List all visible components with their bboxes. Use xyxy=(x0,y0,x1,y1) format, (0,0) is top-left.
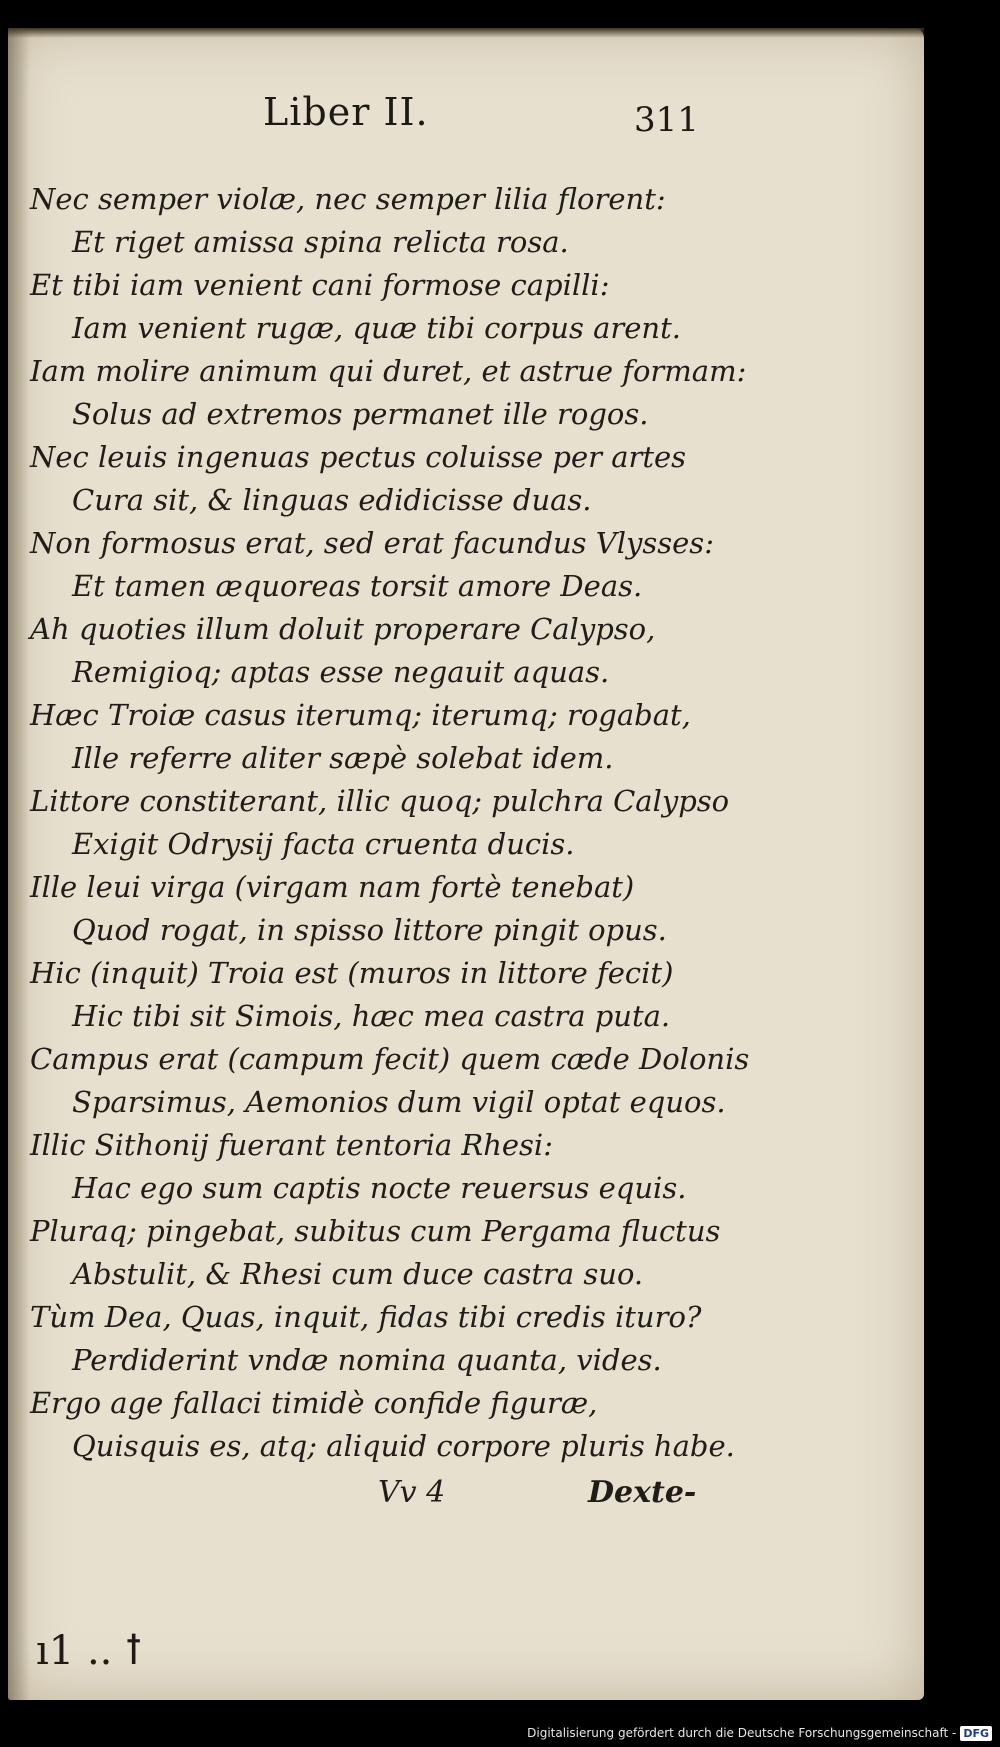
verse-line: Non formosus erat, sed erat facundus Vlysses: xyxy=(30,526,714,560)
verse-line: Exigit Odrysij facta cruenta ducis. xyxy=(72,827,575,861)
verse-line: Littore constiterant, illic quoq; pulchra Calypso xyxy=(30,784,730,818)
signature-mark: Vv 4 xyxy=(378,1475,446,1510)
catchword: Dexte- xyxy=(588,1475,697,1510)
dfg-logo: DFG xyxy=(960,1726,992,1741)
verse-line: Et riget amissa spina relicta rosa. xyxy=(72,225,569,259)
verse-line: Ille referre aliter sæpè solebat idem. xyxy=(72,741,614,775)
verse-line: Hic (inquit) Troia est (muros in littore fecit) xyxy=(30,956,674,990)
verse-line: Nec semper violæ, nec semper lilia florent: xyxy=(30,182,666,216)
bottom-ink-marks: ı1 .. ꝉ xyxy=(36,1628,143,1674)
verse-line: Nec leuis ingenuas pectus coluisse per artes xyxy=(30,440,687,474)
credit-text: Digitalisierung gefördert durch die Deutsche Forschungsgemeinschaft - xyxy=(527,1726,957,1740)
verse-line: Perdiderint vndæ nomina quanta, vides. xyxy=(72,1343,662,1377)
verse-line: Et tamen æquoreas torsit amore Deas. xyxy=(72,569,643,603)
book-page xyxy=(8,28,924,1700)
verse-line: Ille leui virga (virgam nam fortè tenebat) xyxy=(30,870,635,904)
verse-line: Abstulit, & Rhesi cum duce castra suo. xyxy=(72,1257,644,1291)
verse-line: Remigioq; aptas esse negauit aquas. xyxy=(72,655,610,689)
digitization-credit xyxy=(527,1723,992,1743)
verse-line: Pluraq; pingebat, subitus cum Pergama fluctus xyxy=(30,1214,721,1248)
verse-line: Cura sit, & linguas edidicisse duas. xyxy=(72,483,592,517)
verse-line: Sparsimus, Aemonios dum vigil optat equos. xyxy=(72,1085,726,1119)
poem-text xyxy=(8,178,924,1468)
verse-line: Hic tibi sit Simois, hæc mea castra puta. xyxy=(72,999,671,1033)
page-number: 311 xyxy=(634,100,699,140)
verse-line: Illic Sithonij fuerant tentoria Rhesi: xyxy=(30,1128,553,1162)
verse-line: Hac ego sum captis nocte reuersus equis. xyxy=(72,1171,687,1205)
verse-line: Solus ad extremos permanet ille rogos. xyxy=(72,397,649,431)
verse-line: Tùm Dea, Quas, inquit, fidas tibi credis ituro? xyxy=(30,1300,702,1334)
verse-line: Et tibi iam venient cani formose capilli: xyxy=(30,268,610,302)
verse-line: Quisquis es, atq; aliquid corpore pluris habe. xyxy=(72,1429,735,1463)
verse-line: Ah quoties illum doluit properare Calypso, xyxy=(30,612,656,646)
verse-line: Iam molire animum qui duret, et astrue formam: xyxy=(30,354,747,388)
verse-line: Hæc Troiæ casus iterumq; iterumq; rogabat, xyxy=(30,698,691,732)
page-top-edge xyxy=(8,28,924,38)
verse-line: Campus erat (campum fecit) quem cæde Dolonis xyxy=(30,1042,750,1076)
verse-line: Iam venient rugæ, quæ tibi corpus arent. xyxy=(72,311,681,345)
verse-line: Quod rogat, in spisso littore pingit opus. xyxy=(72,913,667,947)
verse-line: Ergo age fallaci timidè confide figuræ, xyxy=(30,1386,598,1420)
running-title: Liber II. xyxy=(263,90,429,134)
